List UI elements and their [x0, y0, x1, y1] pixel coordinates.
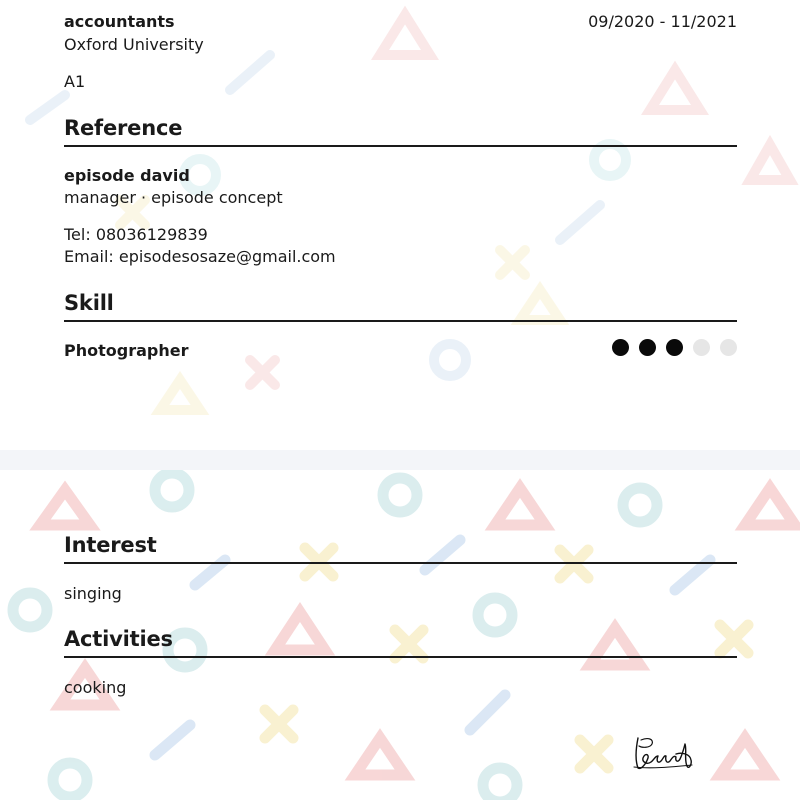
signature-image: [632, 734, 696, 774]
skill-dot-filled: [666, 339, 683, 356]
skill-name: Photographer: [64, 341, 189, 360]
skill-heading: Skill: [64, 291, 114, 315]
reference-name: episode david: [64, 166, 190, 185]
reference-tel: Tel: 08036129839: [64, 225, 208, 244]
activities-heading: Activities: [64, 627, 173, 651]
experience-organization: Oxford University: [64, 35, 204, 54]
experience-note: A1: [64, 72, 86, 91]
activities-divider: [64, 656, 737, 658]
skill-level-indicator: [612, 339, 737, 356]
interest-item: singing: [64, 584, 122, 603]
experience-role: accountants: [64, 12, 175, 31]
reference-email: Email: episodesosaze@gmail.com: [64, 247, 336, 266]
skill-dot-empty: [720, 339, 737, 356]
interest-heading: Interest: [64, 533, 157, 557]
skill-dot-filled: [612, 339, 629, 356]
skill-dot-empty: [693, 339, 710, 356]
reference-divider: [64, 145, 737, 147]
skill-divider: [64, 320, 737, 322]
reference-position: manager · episode concept: [64, 188, 283, 207]
page-break: [0, 450, 800, 470]
activities-item: cooking: [64, 678, 127, 697]
reference-heading: Reference: [64, 116, 183, 140]
interest-divider: [64, 562, 737, 564]
experience-dates: 09/2020 - 11/2021: [588, 12, 737, 31]
skill-dot-filled: [639, 339, 656, 356]
